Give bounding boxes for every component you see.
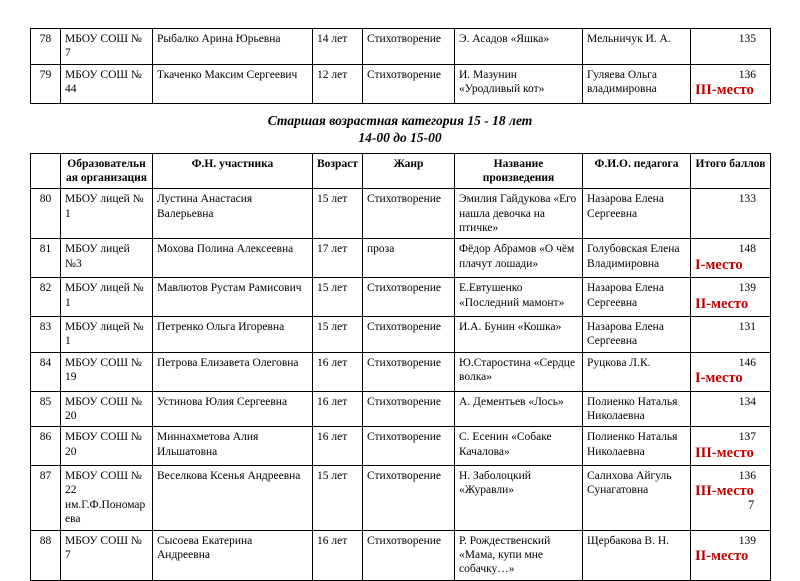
cell-participant-name: Ткаченко Максим Сергеевич <box>153 64 313 103</box>
cell-score <box>691 391 771 427</box>
cell-row-number: 84 <box>31 352 61 391</box>
cell-work-title: А. Дементьев «Лось» <box>455 391 583 427</box>
cell-genre: Стихотворение <box>363 189 455 239</box>
header-genre: Жанр <box>363 153 455 189</box>
table-row <box>31 427 771 466</box>
cell-age: 16 лет <box>313 352 363 391</box>
cell-organization: МБОУ СОШ № 22 им.Г.Ф.Пономарева <box>61 466 153 531</box>
cell-organization: МБОУ СОШ № 44 <box>61 64 153 103</box>
cell-work-title: Ю.Старостина «Сердце волка» <box>455 352 583 391</box>
cell-organization: МБОУ лицей № 1 <box>61 317 153 353</box>
table-row <box>31 189 771 239</box>
score-value: 139 <box>738 534 756 547</box>
cell-work-title: Е.Евтушенко «Последний мамонт» <box>455 278 583 317</box>
continuation-table <box>30 28 771 104</box>
cell-organization: МБОУ СОШ № 7 <box>61 530 153 580</box>
cell-organization: МБОУ СОШ № 7 <box>61 29 153 65</box>
cell-participant-name: Веселкова Ксенья Андреевна <box>153 466 313 531</box>
table-row <box>31 29 771 65</box>
cell-age: 16 лет <box>313 427 363 466</box>
cell-genre: Стихотворение <box>363 391 455 427</box>
cell-genre: проза <box>363 239 455 278</box>
cell-participant-name: Устинова Юлия Сергеевна <box>153 391 313 427</box>
cell-work-title: Р. Рождественский «Мама, купи мне собачку…» <box>455 530 583 580</box>
cell-participant-name: Мохова Полина Алексеевна <box>153 239 313 278</box>
cell-row-number: 86 <box>31 427 61 466</box>
header-age: Возраст <box>313 153 363 189</box>
table-row <box>31 239 771 278</box>
cell-score <box>691 427 771 466</box>
table-header-row <box>31 153 771 189</box>
cell-teacher: Голубовская Елена Владимировна <box>583 239 691 278</box>
cell-organization: МБОУ лицей №3 <box>61 239 153 278</box>
place-award-label: II-место <box>695 547 749 564</box>
cell-organization: МБОУ СОШ № 19 <box>61 352 153 391</box>
cell-score <box>691 466 771 531</box>
cell-participant-name: Петренко Ольга Игоревна <box>153 317 313 353</box>
cell-work-title: Фёдор Абрамов «О чём плачут лошади» <box>455 239 583 278</box>
cell-age: 15 лет <box>313 466 363 531</box>
cell-score <box>691 239 771 278</box>
cell-teacher: Назарова Елена Сергеевна <box>583 317 691 353</box>
section-heading <box>30 112 770 147</box>
cell-organization: МБОУ лицей № 1 <box>61 189 153 239</box>
cell-genre: Стихотворение <box>363 64 455 103</box>
cell-teacher: Назарова Елена Сергеевна <box>583 189 691 239</box>
cell-score <box>691 278 771 317</box>
cell-age: 14 лет <box>313 29 363 65</box>
cell-age: 15 лет <box>313 317 363 353</box>
cell-teacher: Салихова Айгуль Сунагатовна <box>583 466 691 531</box>
score-value: 134 <box>738 395 756 408</box>
header-teacher: Ф.И.О. педагога <box>583 153 691 189</box>
score-value: 136 <box>738 68 756 81</box>
cell-genre: Стихотворение <box>363 530 455 580</box>
cell-age: 16 лет <box>313 530 363 580</box>
cell-score <box>691 64 771 103</box>
cell-row-number: 79 <box>31 64 61 103</box>
cell-score <box>691 29 771 65</box>
cell-age: 15 лет <box>313 189 363 239</box>
cell-participant-name: Сысоева Екатерина Андреевна <box>153 530 313 580</box>
table-row <box>31 64 771 103</box>
score-value: 137 <box>738 431 756 444</box>
place-award-label: III-место <box>695 444 754 461</box>
cell-row-number: 87 <box>31 466 61 531</box>
score-value: 131 <box>738 321 756 334</box>
cell-teacher: Мельничук И. А. <box>583 29 691 65</box>
score-value: 148 <box>738 243 756 256</box>
cell-teacher: Полиенко Наталья Николаевна <box>583 427 691 466</box>
cell-score <box>691 530 771 580</box>
score-value: 135 <box>738 33 756 45</box>
cell-teacher: Гуляева Ольга владимировна <box>583 64 691 103</box>
score-value: 136 <box>738 470 756 483</box>
cell-genre: Стихотворение <box>363 352 455 391</box>
cell-participant-name: Рыбалко Арина Юрьевна <box>153 29 313 65</box>
cell-age: 16 лет <box>313 391 363 427</box>
cell-genre: Стихотворение <box>363 278 455 317</box>
cell-score <box>691 317 771 353</box>
cell-organization: МБОУ лицей № 1 <box>61 278 153 317</box>
place-award-label: I-место <box>695 256 743 273</box>
cell-participant-name: Лустина Анастасия Валерьевна <box>153 189 313 239</box>
table-row <box>31 391 771 427</box>
score-value: 146 <box>738 356 756 369</box>
page-number: 7 <box>748 498 755 512</box>
cell-genre: Стихотворение <box>363 317 455 353</box>
cell-work-title: И.А. Бунин «Кошка» <box>455 317 583 353</box>
cell-organization: МБОУ СОШ № 20 <box>61 427 153 466</box>
place-award-label: III-место <box>695 82 754 99</box>
cell-genre: Стихотворение <box>363 29 455 65</box>
cell-row-number: 88 <box>31 530 61 580</box>
cell-row-number: 82 <box>31 278 61 317</box>
cell-row-number: 80 <box>31 189 61 239</box>
place-award-label: II-место <box>695 295 749 312</box>
cell-participant-name: Миннахметова Алия Ильшатовна <box>153 427 313 466</box>
header-score: Итого баллов <box>691 153 771 189</box>
table-row <box>31 317 771 353</box>
cell-work-title: И. Мазунин «Уродливый кот» <box>455 64 583 103</box>
cell-work-title: С. Есенин «Собаке Качалова» <box>455 427 583 466</box>
cell-teacher: Руцкова Л.К. <box>583 352 691 391</box>
place-award-label: I-место <box>695 370 743 387</box>
table-row <box>31 352 771 391</box>
cell-row-number: 81 <box>31 239 61 278</box>
cell-age: 12 лет <box>313 64 363 103</box>
cell-row-number: 78 <box>31 29 61 65</box>
table-row <box>31 278 771 317</box>
header-row-number <box>31 153 61 189</box>
cell-row-number: 83 <box>31 317 61 353</box>
section-heading-time: 14-00 до 15-00 <box>358 130 442 146</box>
cell-score <box>691 189 771 239</box>
cell-work-title: Н. Заболоцкий «Журавли» <box>455 466 583 531</box>
section-heading-category: Старшая возрастная категория 15 - 18 лет <box>267 112 533 128</box>
cell-teacher: Назарова Елена Сергеевна <box>583 278 691 317</box>
place-award-label: III-место <box>695 483 754 500</box>
header-participant-name: Ф.Н. участника <box>153 153 313 189</box>
score-value: 133 <box>738 193 756 206</box>
cell-row-number: 85 <box>31 391 61 427</box>
cell-work-title: Эмилия Гайдукова «Его нашла девочка на птичке» <box>455 189 583 239</box>
cell-organization: МБОУ СОШ № 20 <box>61 391 153 427</box>
cell-participant-name: Петрова Елизавета Олеговна <box>153 352 313 391</box>
cell-work-title: Э. Асадов «Яшка» <box>455 29 583 65</box>
cell-genre: Стихотворение <box>363 466 455 531</box>
table-row <box>31 466 771 531</box>
header-work-title: Название произведения <box>455 153 583 189</box>
header-organization: Образовательная организация <box>61 153 153 189</box>
cell-participant-name: Мавлютов Рустам Рамисович <box>153 278 313 317</box>
cell-score <box>691 352 771 391</box>
cell-age: 17 лет <box>313 239 363 278</box>
cell-teacher: Щербакова В. Н. <box>583 530 691 580</box>
cell-teacher: Полиенко Наталья Николаевна <box>583 391 691 427</box>
table-row <box>31 530 771 580</box>
participants-table <box>30 153 771 581</box>
score-value: 139 <box>738 282 756 295</box>
cell-genre: Стихотворение <box>363 427 455 466</box>
cell-age: 15 лет <box>313 278 363 317</box>
document-page <box>30 28 770 581</box>
